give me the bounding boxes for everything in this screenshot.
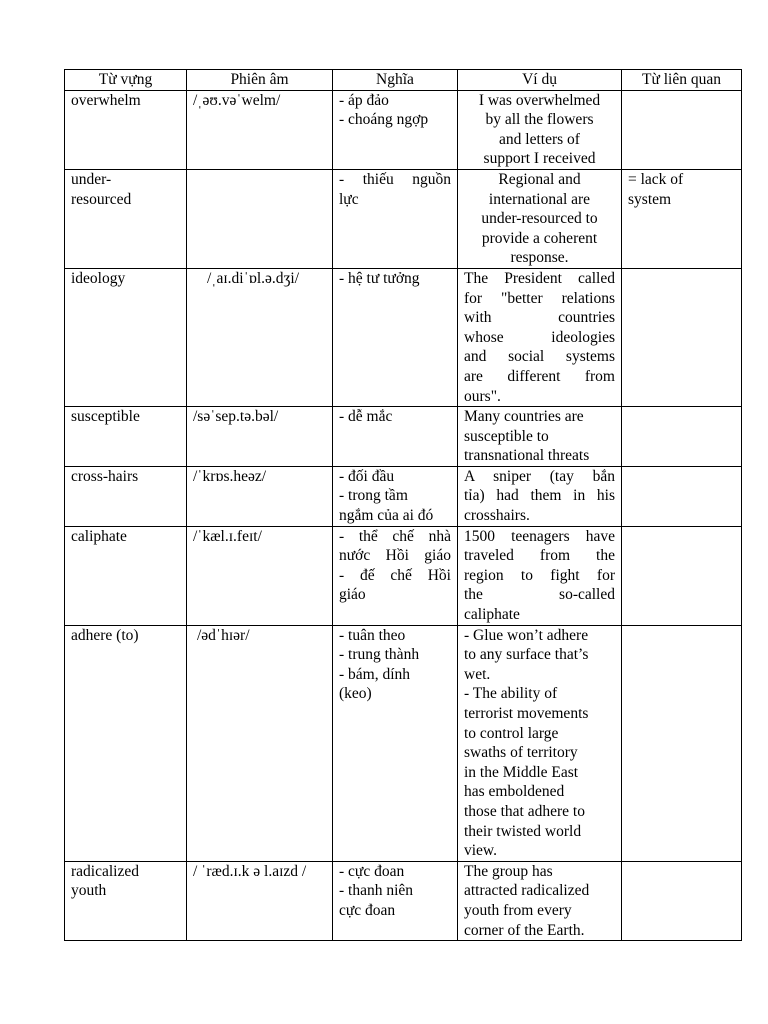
pronunciation-cell — [187, 861, 333, 940]
meaning-line: - trung thành — [339, 646, 420, 664]
vocab-word-cell — [65, 90, 187, 169]
pronunciation-cell — [187, 407, 333, 467]
vocab-word-cell — [65, 861, 187, 940]
example-cell — [458, 407, 622, 467]
example-line: corner of the Earth. — [464, 921, 585, 939]
vocab-word: radicalized — [71, 862, 139, 880]
meaning-line: - cực đoan — [339, 862, 405, 880]
example-line: youth from every — [464, 901, 572, 919]
meaning-line: - tuân theo — [339, 626, 406, 644]
table-row — [65, 625, 742, 861]
related-cell — [622, 861, 742, 940]
meaning-line: lực — [339, 190, 359, 208]
example-cell — [458, 90, 622, 169]
example-line: I was overwhelmed — [478, 91, 601, 109]
table-row — [65, 861, 742, 940]
example-line: international are — [488, 190, 591, 208]
vocab-word: youth — [71, 882, 107, 900]
example-line: Many countries are — [464, 408, 584, 426]
vocab-word: adhere (to) — [71, 626, 139, 644]
meaning-cell — [333, 861, 458, 940]
example-line: susceptible to — [464, 427, 549, 445]
meaning-cell — [333, 466, 458, 526]
header-related: Từ liên quan — [622, 70, 742, 91]
vocab-word: under- — [71, 170, 112, 188]
related-line: = lack of — [628, 170, 684, 188]
related-line: system — [628, 190, 672, 208]
meaning-cell — [333, 268, 458, 406]
meaning-line: (keo) — [339, 685, 372, 703]
header-pronunciation: Phiên âm — [187, 70, 333, 91]
example-line: - The ability of — [464, 685, 558, 703]
example-line: those that adhere to — [464, 803, 585, 820]
example-line: tỉa) had them in his — [464, 487, 615, 505]
meaning-cell — [333, 90, 458, 169]
example-line: 1500 teenagers have — [464, 527, 615, 545]
example-line: by all the flowers — [485, 111, 594, 129]
example-cell — [458, 169, 622, 268]
example-line: - Glue won’t adhere — [464, 626, 589, 644]
example-line: their twisted world — [464, 822, 582, 840]
meaning-line: - áp đảo — [339, 91, 389, 109]
meaning-line: - dễ mắc — [339, 408, 393, 426]
example-line: caliphate — [464, 606, 520, 624]
meaning-line: - đối đầu — [339, 467, 395, 485]
vocab-word: resourced — [71, 190, 132, 208]
meaning-line: - đế chế Hồi — [339, 566, 451, 584]
table-header-row — [65, 70, 742, 91]
meaning-line: - thể chế nhà — [339, 527, 451, 545]
pronunciation-text: /ˌəʊ.vəˈwelm/ — [193, 91, 281, 109]
related-cell — [622, 625, 742, 861]
example-cell — [458, 861, 622, 940]
vocab-word: ideology — [71, 269, 126, 287]
example-line: to any surface that’s — [464, 646, 589, 664]
meaning-line: - thiếu nguồn — [339, 170, 451, 188]
example-line: Regional and — [498, 170, 581, 188]
table-row — [65, 466, 742, 526]
vocab-word-cell — [65, 466, 187, 526]
example-cell — [458, 466, 622, 526]
vocab-word-cell — [65, 625, 187, 861]
meaning-line: cực đoan — [339, 901, 396, 919]
meaning-line: ngắm của ai đó — [339, 507, 434, 525]
example-line: the so-called — [464, 586, 615, 604]
vocab-word: caliphate — [71, 527, 127, 545]
example-cell — [458, 268, 622, 406]
example-cell — [458, 526, 622, 625]
example-cell — [458, 625, 622, 861]
example-line: with countries — [464, 309, 615, 327]
pronunciation-text: / ˈræd.ɪ.k ə l.aɪzd / — [193, 862, 307, 880]
pronunciation-cell — [187, 466, 333, 526]
table-row — [65, 407, 742, 467]
example-line: are different from — [464, 367, 615, 385]
table-row — [65, 526, 742, 625]
related-cell — [622, 407, 742, 467]
related-cell — [622, 526, 742, 625]
related-cell — [622, 466, 742, 526]
header-meaning: Nghĩa — [333, 70, 458, 91]
meaning-line: - hệ tư tưởng — [339, 269, 420, 287]
pronunciation-cell — [187, 169, 333, 268]
vocab-word-cell — [65, 169, 187, 268]
example-line: under-resourced to — [481, 210, 598, 228]
table-row — [65, 268, 742, 406]
example-line: wet. — [464, 665, 491, 683]
example-line: transnational threats — [464, 447, 590, 465]
example-line: The group has — [464, 862, 553, 880]
table-row — [65, 90, 742, 169]
pronunciation-text: /ˈkrɒs.heəz/ — [193, 467, 267, 485]
table-row — [65, 169, 742, 268]
example-line: whose ideologies — [464, 328, 615, 346]
example-line: The President called — [464, 269, 615, 287]
related-cell — [622, 169, 742, 268]
pronunciation-cell — [187, 625, 333, 861]
meaning-cell — [333, 526, 458, 625]
example-line: in the Middle East — [464, 763, 579, 781]
example-line: view. — [464, 842, 497, 860]
pronunciation-text: /ˈkæl.ɪ.feɪt/ — [193, 527, 262, 545]
meaning-line: giáo — [339, 586, 366, 604]
example-line: support I received — [483, 150, 596, 168]
header-word: Từ vựng — [65, 70, 187, 91]
table-body — [65, 90, 742, 941]
meaning-line: nước Hồi giáo — [339, 547, 451, 565]
vocab-word-cell — [65, 407, 187, 467]
meaning-cell — [333, 625, 458, 861]
related-cell — [622, 90, 742, 169]
example-line: A sniper (tay bắn — [464, 467, 615, 485]
meaning-line: - trong tầm — [339, 487, 408, 505]
example-line: has emboldened — [464, 783, 565, 801]
pronunciation-text: /ˌaɪ.diˈɒl.ə.dʒi/ — [207, 269, 300, 287]
pronunciation-cell — [187, 268, 333, 406]
vocab-word-cell — [65, 268, 187, 406]
vocab-word-cell — [65, 526, 187, 625]
pronunciation-cell — [187, 90, 333, 169]
vocab-word: overwhelm — [71, 91, 141, 109]
example-line: response. — [510, 249, 569, 267]
pronunciation-cell — [187, 526, 333, 625]
example-line: to control large — [464, 724, 559, 742]
example-line: and letters of — [499, 130, 580, 148]
meaning-cell — [333, 169, 458, 268]
meaning-line: - thanh niên — [339, 882, 414, 900]
related-cell — [622, 268, 742, 406]
example-line: provide a coherent — [481, 229, 598, 247]
example-line: terrorist movements — [464, 705, 589, 723]
vocab-word: cross-hairs — [71, 467, 139, 485]
vocabulary-table — [64, 69, 742, 941]
example-line: traveled from the — [464, 547, 615, 565]
example-line: attracted radicalized — [464, 882, 590, 900]
meaning-line: - choáng ngợp — [339, 111, 429, 129]
example-line: for "better relations — [464, 289, 615, 307]
example-line: crosshairs. — [464, 507, 530, 525]
vocab-word: susceptible — [71, 408, 140, 426]
example-line: ours". — [464, 387, 501, 405]
pronunciation-text: /ədˈhɪər/ — [197, 626, 250, 644]
pronunciation-text: /səˈsep.tə.bəl/ — [193, 408, 279, 426]
example-line: and social systems — [464, 348, 615, 366]
example-line: swaths of territory — [464, 744, 578, 762]
header-example: Ví dụ — [458, 70, 622, 91]
meaning-line: - bám, dính — [339, 665, 411, 683]
example-line: region to fight for — [464, 566, 615, 584]
meaning-cell — [333, 407, 458, 467]
